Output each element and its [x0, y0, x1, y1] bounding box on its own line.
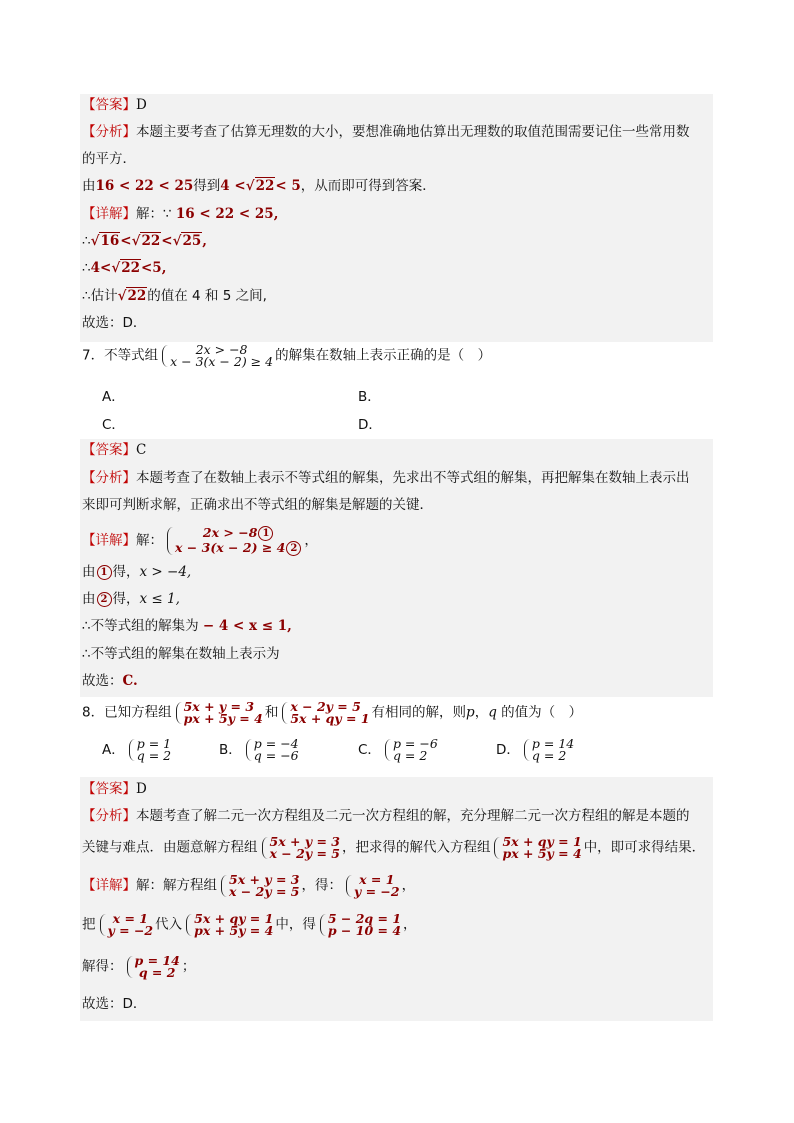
q6-answer-line: [82, 95, 147, 115]
q7-step2: 由 2 得，x ≤ 1,: [82, 591, 180, 607]
q7-option-b[interactable]: B．: [358, 389, 381, 405]
q6-sqrt-chain: ∴√16<√22<√25,: [82, 233, 207, 249]
q6-choose-line: 故选：D．: [82, 315, 147, 331]
q7-detail-line: 【详解】解： 2x > −8 1 x − 3(x − 2) ≥ 4 2 ，: [82, 525, 318, 555]
q6-detail-line: 【详解】解：∵ 16 < 22 < 25,: [82, 206, 279, 222]
q8-detail-line: 【详解】解：解方程组 5x + y = 3 x − 2y = 5 ，得： x = 1 y = −2 ，: [82, 872, 416, 899]
q7-solution-set: ∴不等式组的解集为 − 4 < x ≤ 1,: [82, 618, 292, 634]
q7-answer-line: 【答案】C: [82, 442, 147, 458]
q7-analysis-line1: 【分析】本题考查了在数轴上表示不等式组的解集，先求出不等式组的解集，再把解集在数轴上表示出: [82, 470, 690, 486]
q7-option-a[interactable]: A．: [102, 389, 125, 405]
q8-option-d[interactable]: D． p = 14 q = 2: [496, 736, 575, 763]
q7-option-c[interactable]: C．: [102, 417, 125, 433]
circled-one-marker: 1: [258, 526, 273, 541]
q8-solve-line: 解得： p = 14 q = 2 ；: [82, 953, 196, 980]
circled-two-marker: 2: [286, 541, 301, 556]
sqrt-22: √22: [245, 178, 275, 194]
q7-stem: 7．不等式组 2x > −8 x − 3(x − 2) ≥ 4 的解集在数轴上表示正确的是（ ）: [82, 342, 492, 369]
q7-step1: 由 1 得，x > −4,: [82, 564, 192, 580]
answer-tag: 【答案】: [82, 97, 136, 113]
q7-analysis-line2: 来即可判断求解，正确求出不等式组的解集是解题的关键．: [82, 497, 433, 513]
q8-stem: 8．已知方程组 5x + y = 3 px + 5y = 4 和 x − 2y = 5 5x + qy = 1 有相同的解，则p，q 的值为（ ）: [82, 699, 583, 726]
q6-analysis-line2: 的平方．: [82, 151, 136, 167]
q6-estimate-line: ∴估计√22的值在 4 和 5 之间,: [82, 288, 267, 304]
q8-answer-line: 【答案】D: [82, 781, 147, 797]
q7-option-d[interactable]: D．: [358, 417, 382, 433]
q7-choose-line: 故选：C.: [82, 673, 138, 689]
analysis-tag: 【分析】: [82, 124, 136, 140]
q8-option-c[interactable]: C． p = −6 q = 2: [358, 736, 438, 763]
q8-option-a[interactable]: A． p = 1 q = 2: [102, 736, 172, 763]
q8-substitute-line: 把 x = 1 y = −2 代入 5x + qy = 1 px + 5y = 4 中，得 5 − 2q = 1 p − 10 = 4 ，: [82, 911, 417, 938]
q8-analysis-line1: 【分析】本题考查了解二元一次方程组及二元一次方程组的解，充分理解二元一次方程组的解是本题的: [82, 808, 690, 824]
q6-bound-line: ∴4<√22<5,: [82, 260, 167, 276]
q8-analysis-line2: 关键与难点．由题意解方程组 5x + y = 3 x − 2y = 5 ，把求得的解代入方程组 5x + qy = 1 px + 5y = 4 中，即可求得结果．: [82, 834, 706, 861]
q8-option-b[interactable]: B． p = −4 q = −6: [219, 736, 299, 763]
q6-answer: D: [136, 97, 147, 113]
q7-numberline-text: ∴不等式组的解集在数轴上表示为: [82, 646, 280, 662]
q8-choose-line: 故选：D．: [82, 996, 147, 1012]
q6-analysis-line1: 【分析】本题主要考查了估算无理数的大小，要想准确地估算出无理数的取值范围需要记住一些常用数: [82, 124, 690, 140]
q7-system: 2x > −8 x − 3(x − 2) ≥ 4: [160, 344, 273, 368]
q6-hint-line: 由16 < 22 < 25得到4 <√22< 5，从而即可得到答案．: [82, 178, 436, 194]
detail-tag: 【详解】: [82, 206, 136, 222]
